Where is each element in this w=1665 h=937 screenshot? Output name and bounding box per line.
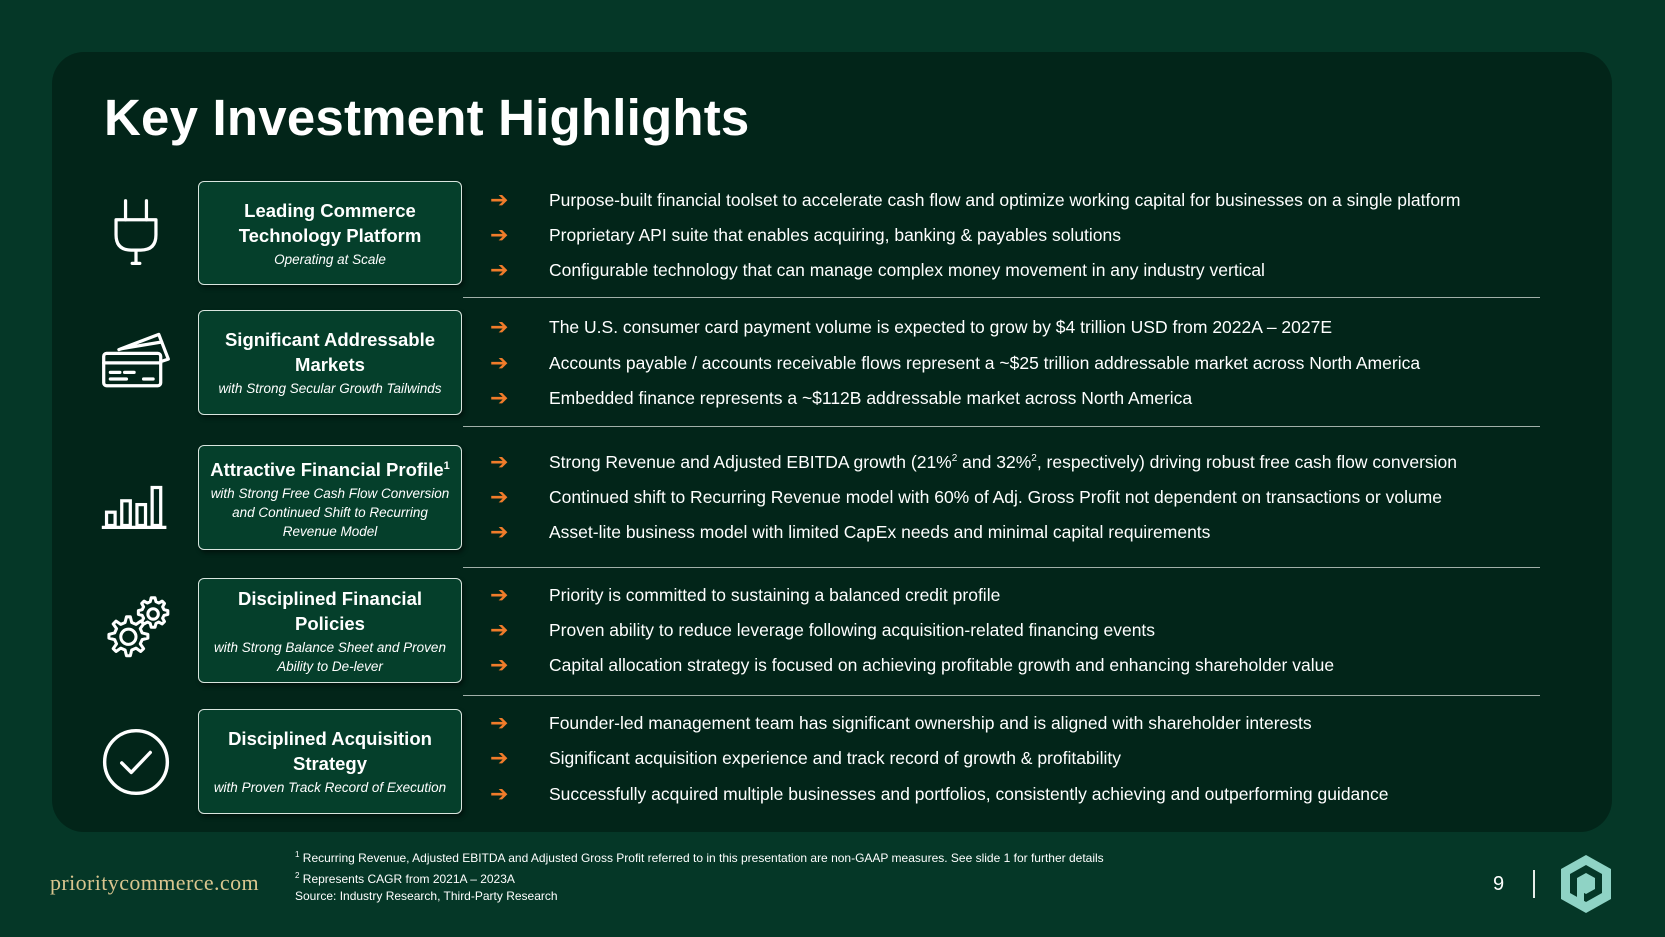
bullet-text: Configurable technology that can manage complex money movement in any industry vertical	[549, 259, 1265, 280]
bullet-text: Embedded finance represents a ~$112B addressable market across North America	[549, 387, 1193, 408]
bullet-text: Successfully acquired multiple businesses and portfolios, consistently achieving and outperforming guidance	[549, 783, 1389, 804]
card-subtitle: Operating at Scale	[274, 251, 386, 267]
arrow-icon: ➔	[490, 710, 509, 735]
arrow-icon: ➔	[490, 781, 509, 806]
arrow-icon: ➔	[490, 257, 509, 282]
bullet-item	[490, 482, 1442, 512]
card-title-text: Attractive Financial Profile	[210, 459, 444, 481]
bullet-text: Purpose-built financial toolset to accelerate cash flow and optimize working capital for businesses on a single platform	[549, 189, 1461, 210]
bullet-text: Proven ability to reduce leverage following acquisition-related financing events	[549, 619, 1156, 640]
card-subtitle: with Strong Secular Growth Tailwinds	[218, 381, 442, 396]
section-divider	[463, 426, 1540, 427]
bullet-text: Continued shift to Recurring Revenue model with 60% of Adj. Gross Profit not dependent on transactions or volume	[549, 486, 1442, 507]
bullet-item	[490, 708, 1312, 738]
bullet-text: Capital allocation strategy is focused on achieving profitable growth and enhancing shareholder value	[549, 654, 1335, 675]
gears-icon	[95, 591, 177, 673]
footnote-text: Recurring Revenue, Adjusted EBITDA and Adjusted Gross Profit referred to in this presentation are non-GAAP measures. See slide 1 for further details	[299, 851, 1104, 865]
footer-divider	[1533, 870, 1535, 898]
arrow-icon: ➔	[490, 745, 509, 770]
bullet-text: Asset-lite business model with limited CapEx needs and minimal capital requirements	[549, 521, 1211, 542]
bullet-text: Proprietary API suite that enables acquiring, banking & payables solutions	[549, 224, 1122, 245]
bar-chart-icon	[95, 456, 177, 538]
footnote-marker: 2	[1031, 452, 1037, 464]
bullet-item	[490, 348, 1420, 378]
card-title: Significant Addressable Markets	[224, 329, 436, 375]
card-title	[210, 454, 450, 482]
card-title: Disciplined Financial Policies	[237, 587, 422, 634]
footnote-marker: 1	[295, 850, 300, 859]
highlight-card	[198, 181, 462, 285]
arrow-icon: ➔	[490, 652, 509, 677]
plug-icon	[95, 192, 177, 274]
bullet-item	[490, 220, 1121, 250]
footnote-marker: 2	[295, 871, 300, 880]
bullet-item	[490, 447, 1457, 477]
footnote-marker: 1	[443, 459, 450, 472]
arrow-icon: ➔	[490, 582, 509, 607]
check-circle-icon	[95, 721, 177, 803]
footnote-marker: 2	[951, 452, 958, 464]
bullet-text-part: Strong Revenue and Adjusted EBITDA growth (21%	[549, 451, 952, 472]
bullet-item	[490, 615, 1155, 645]
highlight-card	[198, 709, 462, 814]
arrow-icon: ➔	[490, 222, 509, 247]
arrow-icon: ➔	[490, 314, 509, 339]
bullet-item	[490, 743, 1121, 773]
card-subtitle: with Proven Track Record of Execution	[213, 780, 447, 795]
priority-logo-icon	[1558, 853, 1614, 915]
bullet-text	[549, 452, 1457, 473]
bullet-item	[490, 383, 1192, 413]
bullet-item	[490, 312, 1332, 342]
bullet-item	[490, 650, 1334, 680]
arrow-icon: ➔	[490, 484, 509, 509]
bullet-item	[490, 580, 1000, 610]
credit-card-icon	[95, 320, 177, 402]
arrow-icon: ➔	[490, 617, 509, 642]
bullet-text: Significant acquisition experience and track record of growth & profitability	[549, 747, 1121, 768]
footnote	[295, 846, 1104, 867]
bullet-text: Priority is committed to sustaining a balanced credit profile	[549, 584, 1001, 605]
bullet-item	[490, 185, 1460, 215]
card-subtitle: with Strong Free Cash Flow Conversion and Continued Shift to Recurring Revenue Model	[210, 486, 450, 540]
card-title: Disciplined Acquisition Strategy	[228, 728, 432, 774]
bullet-item	[490, 517, 1210, 547]
footnotes	[295, 846, 1104, 905]
page-number: 9	[1493, 873, 1505, 895]
bullet-text-part: , respectively) driving robust free cash flow conversion	[1036, 451, 1458, 472]
arrow-icon: ➔	[490, 449, 509, 474]
section-divider	[463, 297, 1540, 298]
website-url: prioritycommerce.com	[50, 870, 259, 895]
bullet-text: Accounts payable / accounts receivable flows represent a ~$25 trillion addressable market across North America	[549, 352, 1421, 373]
section-divider	[463, 695, 1540, 696]
bullet-item	[490, 779, 1389, 809]
bullet-text: Founder-led management team has significant ownership and is aligned with shareholder interests	[549, 712, 1312, 733]
section-divider	[463, 567, 1540, 568]
card-subtitle: with Strong Balance Sheet and Proven Ability to De-lever	[214, 639, 446, 674]
highlight-card	[198, 445, 462, 550]
bullet-text: The U.S. consumer card payment volume is expected to grow by $4 trillion USD from 2022A – 2027E	[549, 316, 1333, 337]
bullet-text-part: and 32%	[957, 451, 1032, 472]
highlight-card	[198, 310, 462, 415]
highlight-card	[198, 578, 462, 683]
arrow-icon: ➔	[490, 519, 509, 544]
arrow-icon: ➔	[490, 187, 509, 212]
page-title: Key Investment Highlights	[104, 89, 750, 146]
bullet-item	[490, 255, 1265, 285]
arrow-icon: ➔	[490, 385, 509, 410]
footnote	[295, 867, 1104, 888]
footnote-text: Represents CAGR from 2021A – 2023A	[299, 872, 515, 886]
arrow-icon: ➔	[490, 350, 509, 375]
card-title: Leading Commerce Technology Platform	[238, 199, 422, 246]
source-note: Source: Industry Research, Third-Party Research	[295, 889, 558, 903]
